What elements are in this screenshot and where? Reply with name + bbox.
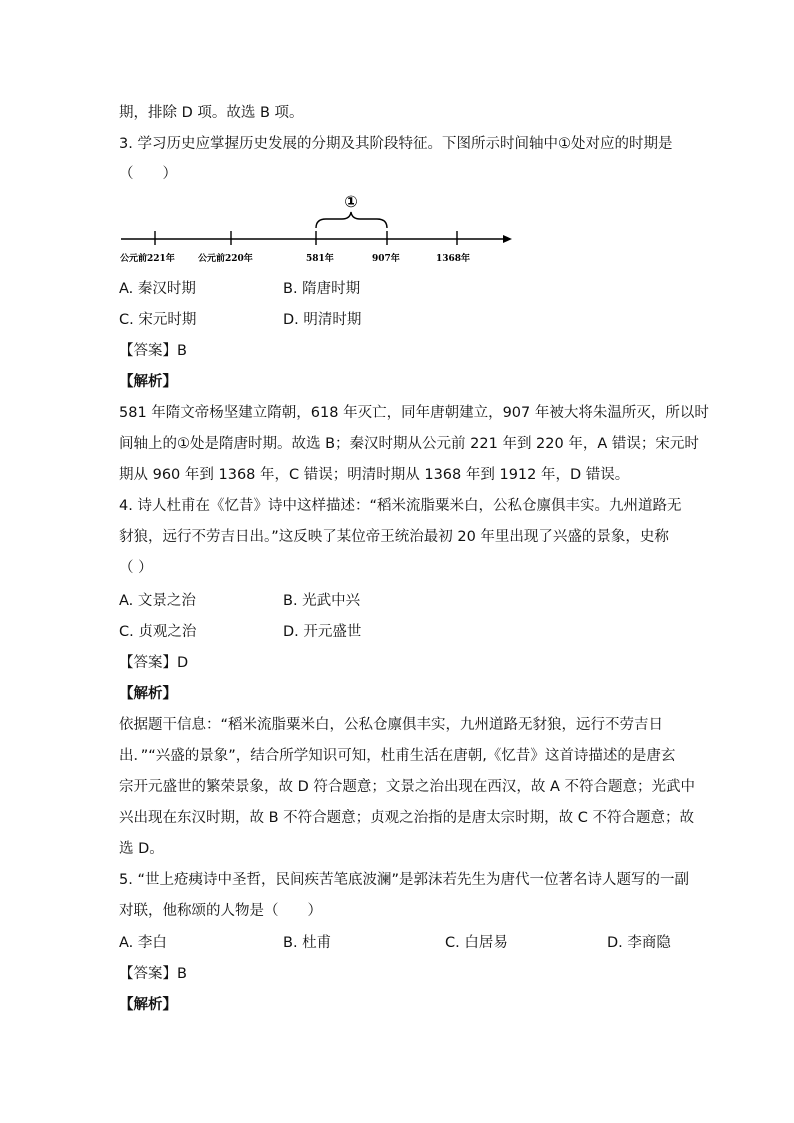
option-d: D. 明清时期: [283, 312, 362, 328]
option-b: B. 杜甫: [283, 935, 332, 951]
analysis-heading: 【解析】: [119, 374, 177, 390]
option-c: C. 贞观之治: [119, 624, 197, 640]
analysis-text: 期从 960 年到 1368 年，C 错误；明清时期从 1368 年到 1912 年，D 错误。: [119, 467, 630, 483]
text-line: 期，排除 D 项。故选 B 项。: [119, 105, 304, 121]
answer-line: 【答案】B: [119, 343, 187, 359]
answer-line: 【答案】B: [119, 966, 187, 982]
analysis-text: 出．”“兴盛的景象”，结合所学知识可知，杜甫生活在唐朝,《忆昔》这首诗描述的是唐玄: [119, 748, 676, 764]
analysis-text: 宗开元盛世的繁荣景象，故 D 符合题意；文景之治出现在西汉，故 A 不符合题意；光武中: [119, 779, 696, 795]
option-d: D. 开元盛世: [283, 624, 362, 640]
timeline-label: 公元前221年: [120, 254, 175, 264]
timeline-brace: [316, 212, 387, 228]
analysis-text: 选 D。: [119, 841, 164, 857]
answer-line: 【答案】D: [119, 655, 189, 671]
timeline-label: 907年: [372, 254, 400, 264]
timeline-figure: [0, 188, 794, 278]
timeline-label: 公元前220年: [198, 254, 253, 264]
option-b: B. 光武中兴: [283, 593, 361, 609]
analysis-text: 581 年隋文帝杨坚建立隋朝，618 年灭亡，同年唐朝建立，907 年被大将朱温所灭，所以时: [119, 405, 709, 421]
option-c: C. 白居易: [445, 935, 508, 951]
analysis-text: 兴出现在东汉时期，故 B 不符合题意；贞观之治指的是唐太宗时期，故 C 不符合题意；故: [119, 810, 695, 826]
question-5-stem: 5. “世上疮痍诗中圣哲，民间疾苦笔底波澜”是郭沫若先生为唐代一位著名诗人题写的一副: [119, 872, 689, 888]
option-b: B. 隋唐时期: [283, 281, 361, 297]
timeline-label: 581年: [306, 254, 334, 264]
timeline-arrow: [503, 235, 512, 243]
timeline-label: 1368年: [436, 254, 471, 264]
question-4-stem: 豺狼，远行不劳吉日出。”这反映了某位帝王统治最初 20 年里出现了兴盛的景象，史称: [119, 529, 669, 545]
analysis-heading: 【解析】: [119, 997, 177, 1013]
timeline-marker: ①: [344, 192, 358, 211]
option-a: A. 李白: [119, 935, 167, 951]
option-a: A. 秦汉时期: [119, 281, 196, 297]
answer-parentheses: （ ）: [119, 560, 153, 576]
option-d: D. 李商隐: [607, 935, 671, 951]
analysis-heading: 【解析】: [119, 686, 177, 702]
option-c: C. 宋元时期: [119, 312, 197, 328]
option-a: A. 文景之治: [119, 593, 196, 609]
analysis-text: 依据题干信息：“稻米流脂粟米白，公私仓廪俱丰实，九州道路无豺狼，远行不劳吉日: [119, 717, 664, 733]
answer-parentheses: （ ）: [119, 166, 177, 182]
question-5-stem: 对联，他称颂的人物是（ ）: [119, 903, 322, 919]
question-4-stem: 4. 诗人杜甫在《忆昔》诗中这样描述：“稻米流脂粟米白，公私仓廪俱丰实。九州道路无: [119, 498, 682, 514]
analysis-text: 间轴上的①处是隋唐时期。故选 B；秦汉时期从公元前 221 年到 220 年，A 错误；宋元时: [119, 436, 699, 452]
question-3-stem: 3. 学习历史应掌握历史发展的分期及其阶段特征。下图所示时间轴中①处对应的时期是: [119, 136, 673, 152]
